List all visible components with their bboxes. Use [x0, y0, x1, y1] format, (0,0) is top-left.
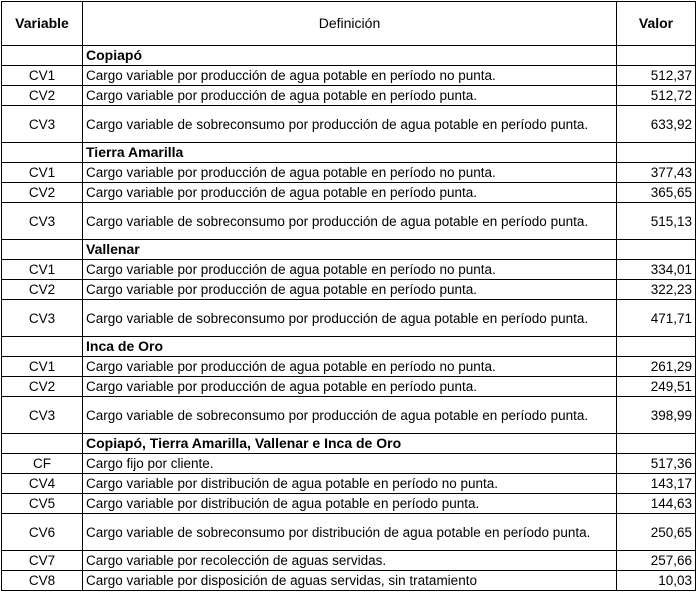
table-row — [2, 377, 696, 397]
variable-cell: CF — [2, 454, 83, 474]
value-cell: 334,01 — [617, 260, 696, 280]
table-row — [2, 454, 696, 474]
group-name: Vallenar — [83, 240, 617, 260]
variable-cell: CV8 — [2, 571, 83, 591]
value-cell: 261,29 — [617, 357, 696, 377]
table-row — [2, 357, 696, 377]
variable-cell: CV2 — [2, 86, 83, 106]
definition-cell: Cargo variable de sobreconsumo por producción de agua potable en período punta. — [83, 397, 617, 434]
table-row — [2, 494, 696, 514]
value-cell: 322,23 — [617, 280, 696, 300]
definition-cell: Cargo variable por recolección de aguas servidas. — [83, 551, 617, 571]
variable-cell: CV7 — [2, 551, 83, 571]
definition-cell: Cargo variable por producción de agua potable en período no punta. — [83, 163, 617, 183]
value-cell: 250,65 — [617, 514, 696, 551]
value-cell: 512,37 — [617, 66, 696, 86]
value-cell: 144,63 — [617, 494, 696, 514]
table-row — [2, 551, 696, 571]
header-valor: Valor — [617, 2, 696, 46]
variable-cell: CV5 — [2, 494, 83, 514]
definition-cell: Cargo variable por producción de agua potable en período no punta. — [83, 260, 617, 280]
value-cell: 249,51 — [617, 377, 696, 397]
definition-cell: Cargo variable de sobreconsumo por producción de agua potable en período punta. — [83, 300, 617, 337]
group-header-row — [2, 240, 696, 260]
table-row — [2, 397, 696, 434]
tariff-table-container — [1, 1, 696, 591]
group-empty-cell — [2, 337, 83, 357]
table-row — [2, 86, 696, 106]
tariff-table — [1, 1, 696, 591]
group-empty-cell — [617, 143, 696, 163]
header-definicion: Definición — [83, 2, 617, 46]
table-row — [2, 300, 696, 337]
variable-cell: CV3 — [2, 300, 83, 337]
definition-cell: Cargo variable por producción de agua potable en período punta. — [83, 183, 617, 203]
table-row — [2, 183, 696, 203]
value-cell: 257,66 — [617, 551, 696, 571]
definition-cell: Cargo variable por producción de agua potable en período punta. — [83, 280, 617, 300]
value-cell: 633,92 — [617, 106, 696, 143]
definition-cell: Cargo variable por producción de agua potable en período no punta. — [83, 66, 617, 86]
group-empty-cell — [617, 434, 696, 454]
header-variable: Variable — [2, 2, 83, 46]
variable-cell: CV2 — [2, 280, 83, 300]
value-cell: 10,03 — [617, 571, 696, 591]
definition-cell: Cargo variable por producción de agua potable en período punta. — [83, 377, 617, 397]
value-cell: 398,99 — [617, 397, 696, 434]
definition-cell: Cargo variable por distribución de agua potable en período punta. — [83, 494, 617, 514]
definition-cell: Cargo variable por disposición de aguas servidas, sin tratamiento — [83, 571, 617, 591]
definition-cell: Cargo variable de sobreconsumo por distribución de agua potable en período punta. — [83, 514, 617, 551]
value-cell: 377,43 — [617, 163, 696, 183]
group-header-row — [2, 337, 696, 357]
variable-cell: CV1 — [2, 357, 83, 377]
definition-cell: Cargo variable por producción de agua potable en período punta. — [83, 86, 617, 106]
variable-cell: CV4 — [2, 474, 83, 494]
variable-cell: CV3 — [2, 203, 83, 240]
table-row — [2, 260, 696, 280]
group-header-row — [2, 46, 696, 66]
table-row — [2, 280, 696, 300]
value-cell: 365,65 — [617, 183, 696, 203]
value-cell: 143,17 — [617, 474, 696, 494]
group-empty-cell — [617, 240, 696, 260]
definition-cell: Cargo variable de sobreconsumo por producción de agua potable en período punta. — [83, 203, 617, 240]
definition-cell: Cargo variable por distribución de agua potable en período no punta. — [83, 474, 617, 494]
group-name: Tierra Amarilla — [83, 143, 617, 163]
table-row — [2, 474, 696, 494]
group-name: Inca de Oro — [83, 337, 617, 357]
variable-cell: CV2 — [2, 377, 83, 397]
variable-cell: CV3 — [2, 106, 83, 143]
group-empty-cell — [617, 337, 696, 357]
variable-cell: CV2 — [2, 183, 83, 203]
value-cell: 512,72 — [617, 86, 696, 106]
variable-cell: CV1 — [2, 66, 83, 86]
group-name: Copiapó — [83, 46, 617, 66]
table-row — [2, 66, 696, 86]
group-name: Copiapó, Tierra Amarilla, Vallenar e Inca de Oro — [83, 434, 617, 454]
group-empty-cell — [617, 46, 696, 66]
variable-cell: CV6 — [2, 514, 83, 551]
group-header-row — [2, 143, 696, 163]
group-empty-cell — [2, 240, 83, 260]
definition-cell: Cargo fijo por cliente. — [83, 454, 617, 474]
definition-cell: Cargo variable de sobreconsumo por producción de agua potable en período punta. — [83, 106, 617, 143]
variable-cell: CV3 — [2, 397, 83, 434]
value-cell: 471,71 — [617, 300, 696, 337]
header-row — [2, 2, 696, 46]
table-row — [2, 163, 696, 183]
table-row — [2, 514, 696, 551]
group-empty-cell — [2, 143, 83, 163]
table-row — [2, 203, 696, 240]
table-body — [2, 46, 696, 591]
group-empty-cell — [2, 434, 83, 454]
table-row — [2, 571, 696, 591]
group-header-row — [2, 434, 696, 454]
variable-cell: CV1 — [2, 163, 83, 183]
value-cell: 517,36 — [617, 454, 696, 474]
definition-cell: Cargo variable por producción de agua potable en período no punta. — [83, 357, 617, 377]
table-row — [2, 106, 696, 143]
variable-cell: CV1 — [2, 260, 83, 280]
group-empty-cell — [2, 46, 83, 66]
value-cell: 515,13 — [617, 203, 696, 240]
